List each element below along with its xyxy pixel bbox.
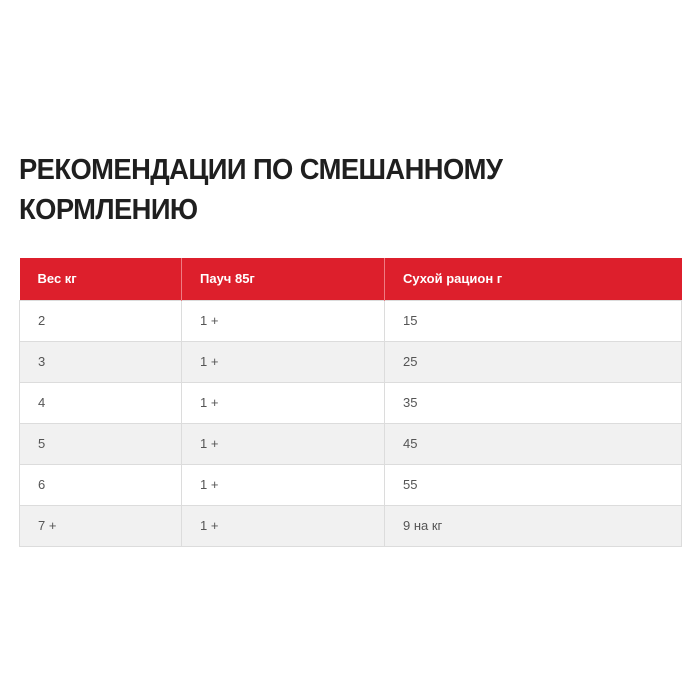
- cell-dry-food: 45: [385, 423, 682, 464]
- table-row: [20, 423, 682, 464]
- cell-weight: 4: [20, 382, 182, 423]
- table-row: [20, 341, 682, 382]
- cell-weight: 5: [20, 423, 182, 464]
- column-header-pouch: Пауч 85г: [182, 258, 385, 300]
- feeding-table: [19, 258, 682, 547]
- table-header-row: [20, 258, 682, 300]
- table-body: [20, 300, 682, 546]
- page-title-line-1: РЕКОМЕНДАЦИИ ПО СМЕШАННОМУ: [19, 154, 503, 186]
- cell-dry-food: 55: [385, 464, 682, 505]
- table-row: [20, 464, 682, 505]
- cell-weight: 3: [20, 341, 182, 382]
- column-header-weight: Вес кг: [20, 258, 182, 300]
- page-title-line-2: КОРМЛЕНИЮ: [19, 194, 198, 226]
- cell-dry-food: 15: [385, 300, 682, 341]
- cell-dry-food: 25: [385, 341, 682, 382]
- cell-weight: 7 +: [20, 505, 182, 546]
- cell-pouch: 1 +: [182, 423, 385, 464]
- table-row: [20, 505, 682, 546]
- table-row: [20, 300, 682, 341]
- cell-pouch: 1 +: [182, 341, 385, 382]
- column-header-dry-food: Сухой рацион г: [403, 271, 503, 287]
- cell-weight: 6: [20, 464, 182, 505]
- page-title: [19, 150, 653, 230]
- cell-dry-food: 35: [385, 382, 682, 423]
- cell-weight: 2: [20, 300, 182, 341]
- cell-pouch: 1 +: [182, 382, 385, 423]
- cell-pouch: 1 +: [182, 505, 385, 546]
- table-header: [20, 258, 682, 300]
- cell-dry-food: 9 на кг: [385, 505, 682, 546]
- cell-pouch: 1 +: [182, 464, 385, 505]
- cell-pouch: 1 +: [182, 300, 385, 341]
- table-row: [20, 382, 682, 423]
